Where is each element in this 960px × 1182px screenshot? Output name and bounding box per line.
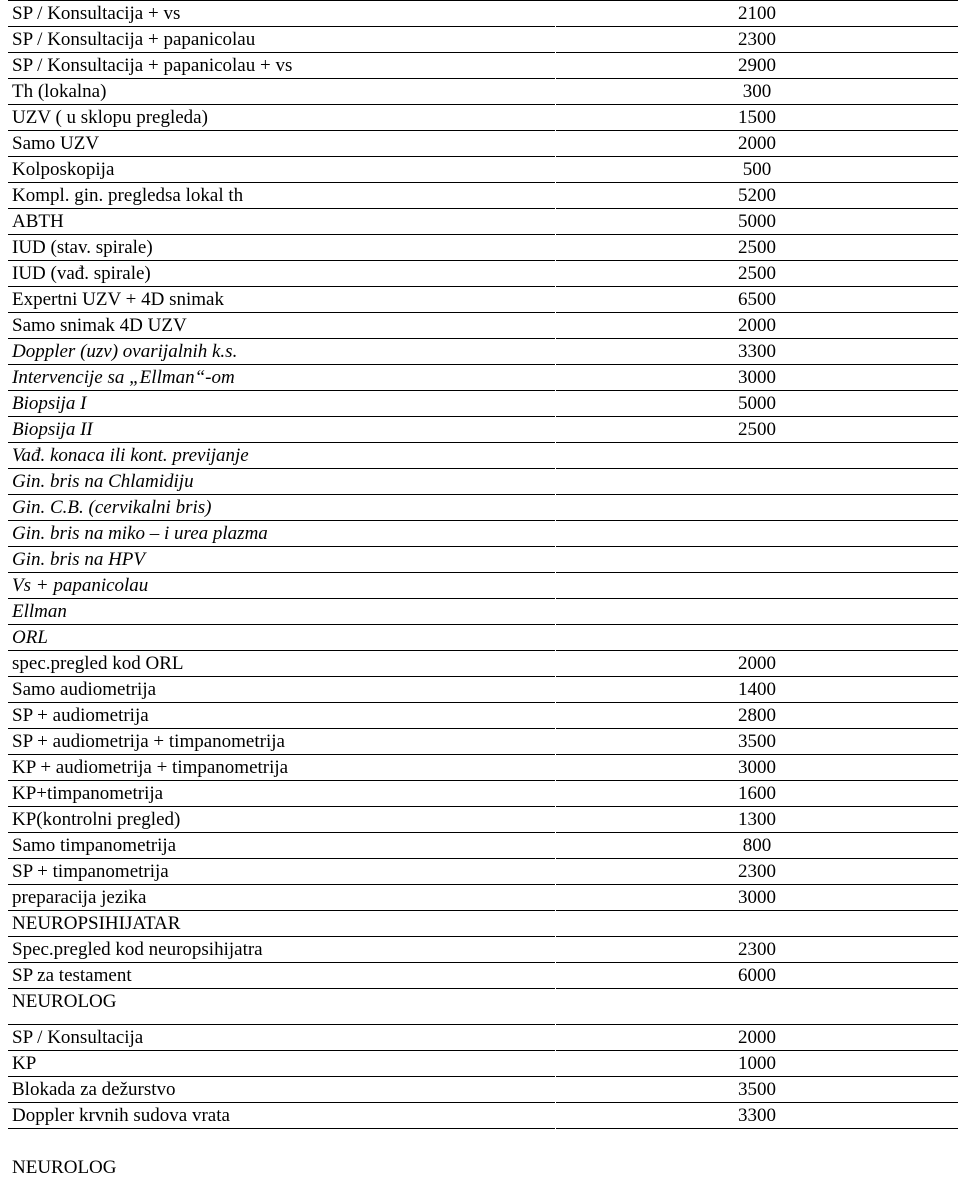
service-name-cell: Vađ. konaca ili kont. previjanje — [8, 443, 555, 469]
service-name-cell: SP + audiometrija — [8, 703, 555, 729]
service-name-cell: SP za testament — [8, 963, 555, 989]
price-cell — [556, 443, 958, 469]
service-name-cell: Samo audiometrija — [8, 677, 555, 703]
table-row — [8, 495, 958, 521]
table-row — [8, 235, 958, 261]
service-name-cell: Gin. C.B. (cervikalni bris) — [8, 495, 555, 521]
table-row — [8, 417, 958, 443]
service-name-cell: Th (lokalna) — [8, 79, 555, 105]
table-row — [8, 53, 958, 79]
table-row — [8, 885, 958, 911]
price-cell: 3000 — [556, 885, 958, 911]
price-cell: 2000 — [556, 313, 958, 339]
price-cell: 1600 — [556, 781, 958, 807]
price-cell: 2500 — [556, 417, 958, 443]
service-name-cell: Kolposkopija — [8, 157, 555, 183]
service-name-cell: spec.pregled kod ORL — [8, 651, 555, 677]
table-row — [8, 339, 958, 365]
service-name-cell: Samo UZV — [8, 131, 555, 157]
price-cell: 5000 — [556, 391, 958, 417]
section-heading-neurolog: NEUROLOG — [12, 1157, 117, 1178]
table-row — [8, 287, 958, 313]
table-row — [8, 781, 958, 807]
price-cell: 3300 — [556, 1103, 958, 1129]
price-cell: 5000 — [556, 209, 958, 235]
service-name-cell: KP + audiometrija + timpanometrija — [8, 755, 555, 781]
price-cell — [556, 625, 958, 651]
table-row — [8, 1, 958, 27]
table-row — [8, 729, 958, 755]
service-name-cell: SP / Konsultacija — [8, 1025, 555, 1051]
price-cell: 3000 — [556, 365, 958, 391]
service-name-cell: Biopsija I — [8, 391, 555, 417]
service-name-cell: SP + audiometrija + timpanometrija — [8, 729, 555, 755]
service-name-cell: Samo snimak 4D UZV — [8, 313, 555, 339]
service-name-cell: SP / Konsultacija + papanicolau — [8, 27, 555, 53]
price-cell: 2900 — [556, 53, 958, 79]
table-row — [8, 79, 958, 105]
table-row — [8, 833, 958, 859]
table-row — [8, 443, 958, 469]
table-row — [8, 651, 958, 677]
table-row — [8, 859, 958, 885]
price-cell — [556, 495, 958, 521]
service-name-cell: KP(kontrolni pregled) — [8, 807, 555, 833]
table-row — [8, 313, 958, 339]
price-cell: 1500 — [556, 105, 958, 131]
table-row — [8, 157, 958, 183]
price-cell: 1400 — [556, 677, 958, 703]
price-cell: 3500 — [556, 729, 958, 755]
table-row — [8, 27, 958, 53]
table-row — [8, 547, 958, 573]
price-cell: 2500 — [556, 261, 958, 287]
table-row — [8, 131, 958, 157]
table-row — [8, 1025, 958, 1051]
table-row — [8, 755, 958, 781]
price-cell: 2000 — [556, 1025, 958, 1051]
price-cell: 5200 — [556, 183, 958, 209]
table-row — [8, 807, 958, 833]
price-cell — [556, 521, 958, 547]
service-name-cell: IUD (stav. spirale) — [8, 235, 555, 261]
price-cell — [556, 469, 958, 495]
price-cell: 800 — [556, 833, 958, 859]
price-cell: 2100 — [556, 1, 958, 27]
price-cell: 2500 — [556, 235, 958, 261]
table-row — [8, 1051, 958, 1077]
service-name-cell: Biopsija II — [8, 417, 555, 443]
table-row — [8, 261, 958, 287]
table-row — [8, 599, 958, 625]
service-name-cell: Vs + papanicolau — [8, 573, 555, 599]
service-name-cell: Doppler krvnih sudova vrata — [8, 1103, 555, 1129]
price-list-table — [8, 1, 958, 1129]
service-name-cell: KP+timpanometrija — [8, 781, 555, 807]
service-name-cell: Blokada za dežurstvo — [8, 1077, 555, 1103]
table-row — [8, 963, 958, 989]
service-name-cell: SP + timpanometrija — [8, 859, 555, 885]
price-cell: 2800 — [556, 703, 958, 729]
price-cell — [556, 547, 958, 573]
service-name-cell: ORL — [8, 625, 555, 651]
price-cell: 1300 — [556, 807, 958, 833]
price-cell — [556, 989, 958, 1025]
service-name-cell: Gin. bris na HPV — [8, 547, 555, 573]
service-name-cell: KP — [8, 1051, 555, 1077]
service-name-cell: Doppler (uzv) ovarijalnih k.s. — [8, 339, 555, 365]
price-cell: 2000 — [556, 651, 958, 677]
table-row — [8, 391, 958, 417]
service-name-cell: Samo timpanometrija — [8, 833, 555, 859]
price-cell: 6000 — [556, 963, 958, 989]
price-cell: 2300 — [556, 27, 958, 53]
service-name-cell: NEUROLOG — [8, 989, 555, 1025]
table-row — [8, 209, 958, 235]
price-cell: 500 — [556, 157, 958, 183]
price-cell — [556, 911, 958, 937]
service-name-cell: SP / Konsultacija + papanicolau + vs — [8, 53, 555, 79]
price-cell: 2300 — [556, 859, 958, 885]
price-cell: 3000 — [556, 755, 958, 781]
price-cell — [556, 599, 958, 625]
service-name-cell: preparacija jezika — [8, 885, 555, 911]
table-row — [8, 1077, 958, 1103]
table-row — [8, 911, 958, 937]
service-name-cell: SP / Konsultacija + vs — [8, 1, 555, 27]
service-name-cell: Gin. bris na miko – i urea plazma — [8, 521, 555, 547]
price-cell: 2000 — [556, 131, 958, 157]
table-row — [8, 521, 958, 547]
price-cell: 2300 — [556, 937, 958, 963]
table-row — [8, 469, 958, 495]
price-cell — [556, 573, 958, 599]
table-row — [8, 625, 958, 651]
service-name-cell: Ellman — [8, 599, 555, 625]
service-name-cell: Gin. bris na Chlamidiju — [8, 469, 555, 495]
table-row — [8, 937, 958, 963]
table-row — [8, 183, 958, 209]
price-cell: 3500 — [556, 1077, 958, 1103]
service-name-cell: UZV ( u sklopu pregleda) — [8, 105, 555, 131]
service-name-cell: Expertni UZV + 4D snimak — [8, 287, 555, 313]
service-name-cell: Intervencije sa „Ellman“-om — [8, 365, 555, 391]
service-name-cell: IUD (vađ. spirale) — [8, 261, 555, 287]
service-name-cell: Kompl. gin. pregledsa lokal th — [8, 183, 555, 209]
price-cell: 3300 — [556, 339, 958, 365]
table-row — [8, 703, 958, 729]
table-row — [8, 677, 958, 703]
table-row — [8, 573, 958, 599]
table-row — [8, 105, 958, 131]
service-name-cell: NEUROPSIHIJATAR — [8, 911, 555, 937]
price-cell: 1000 — [556, 1051, 958, 1077]
table-row — [8, 989, 958, 1025]
table-row — [8, 365, 958, 391]
price-cell: 6500 — [556, 287, 958, 313]
price-cell: 300 — [556, 79, 958, 105]
service-name-cell: Spec.pregled kod neuropsihijatra — [8, 937, 555, 963]
service-name-cell: ABTH — [8, 209, 555, 235]
table-row — [8, 1103, 958, 1129]
